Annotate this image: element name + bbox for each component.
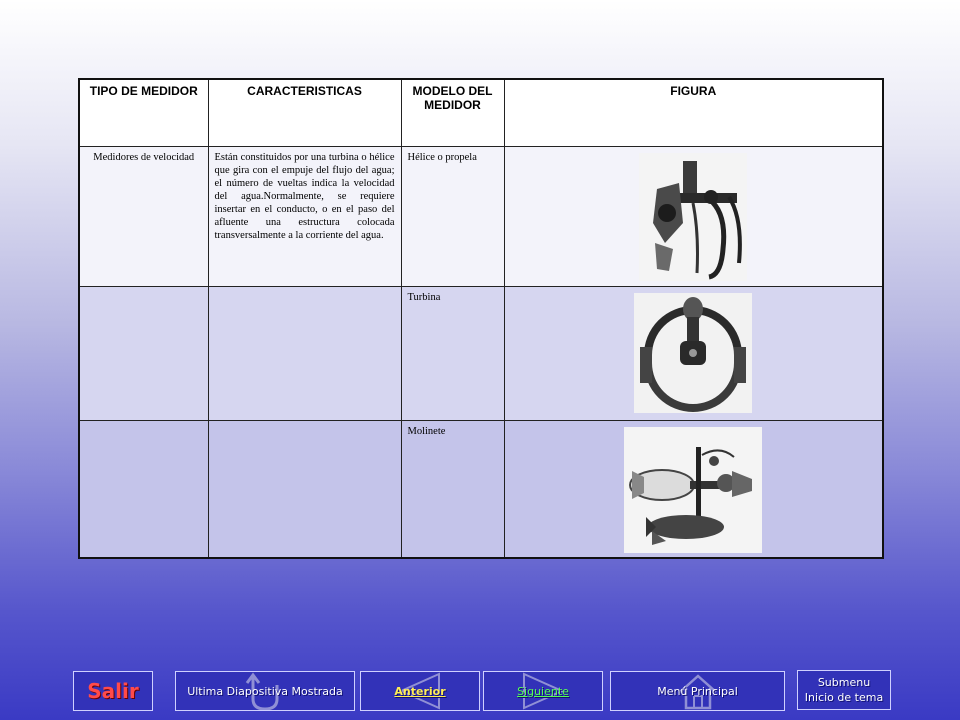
- cell-caracteristicas: Están constituidos por una turbina o hélice que gira con el empuje del flujo del agua; el número de vueltas indica la velocidad del agua.Normalmente, se requiere insertar en el conducto, o en el paso del afluente una estructura colocada transversalmente a la corriente del agua.: [208, 147, 401, 287]
- siguiente-label: Siguiente: [517, 684, 569, 698]
- cell-tipo: [79, 287, 208, 421]
- table-row: [79, 421, 883, 559]
- meter-table: [78, 78, 884, 559]
- header-figura: FIGURA: [504, 79, 883, 147]
- header-tipo: TIPO DE MEDIDOR: [79, 79, 208, 147]
- cell-tipo: Medidores de velocidad: [79, 147, 208, 287]
- cell-figura: [504, 147, 883, 287]
- cell-tipo: [79, 421, 208, 559]
- ultima-diapositiva-label: Ultima Diapositiva Mostrada: [187, 684, 343, 698]
- header-caracteristicas: CARACTERISTICAS: [208, 79, 401, 147]
- siguiente-button[interactable]: [483, 671, 603, 711]
- header-modelo: MODELO DEL MEDIDOR: [401, 79, 504, 147]
- cell-modelo: Molinete: [401, 421, 504, 559]
- cell-modelo: Turbina: [401, 287, 504, 421]
- inicio-tema-label: Inicio de tema: [804, 691, 884, 704]
- table-row: [79, 147, 883, 287]
- salir-label: Salir: [87, 679, 139, 703]
- anterior-button[interactable]: [360, 671, 480, 711]
- cell-figura: [504, 287, 883, 421]
- cell-modelo: Hélice o propela: [401, 147, 504, 287]
- salir-button[interactable]: [73, 671, 153, 711]
- cell-figura: [504, 421, 883, 559]
- propeller-meter-figure: [639, 153, 747, 281]
- menu-principal-button[interactable]: [610, 671, 785, 711]
- cell-caracteristicas: [208, 287, 401, 421]
- ultima-diapositiva-button[interactable]: [175, 671, 355, 711]
- turbine-meter-figure: [634, 293, 752, 413]
- table-row: [79, 287, 883, 421]
- current-meter-figure: [624, 427, 762, 553]
- table-header-row: [79, 79, 883, 147]
- menu-principal-label: Menú Principal: [657, 684, 738, 698]
- anterior-label: Anterior: [394, 684, 446, 698]
- submenu-button[interactable]: [797, 670, 891, 710]
- submenu-label: Submenu: [817, 676, 871, 689]
- cell-caracteristicas: [208, 421, 401, 559]
